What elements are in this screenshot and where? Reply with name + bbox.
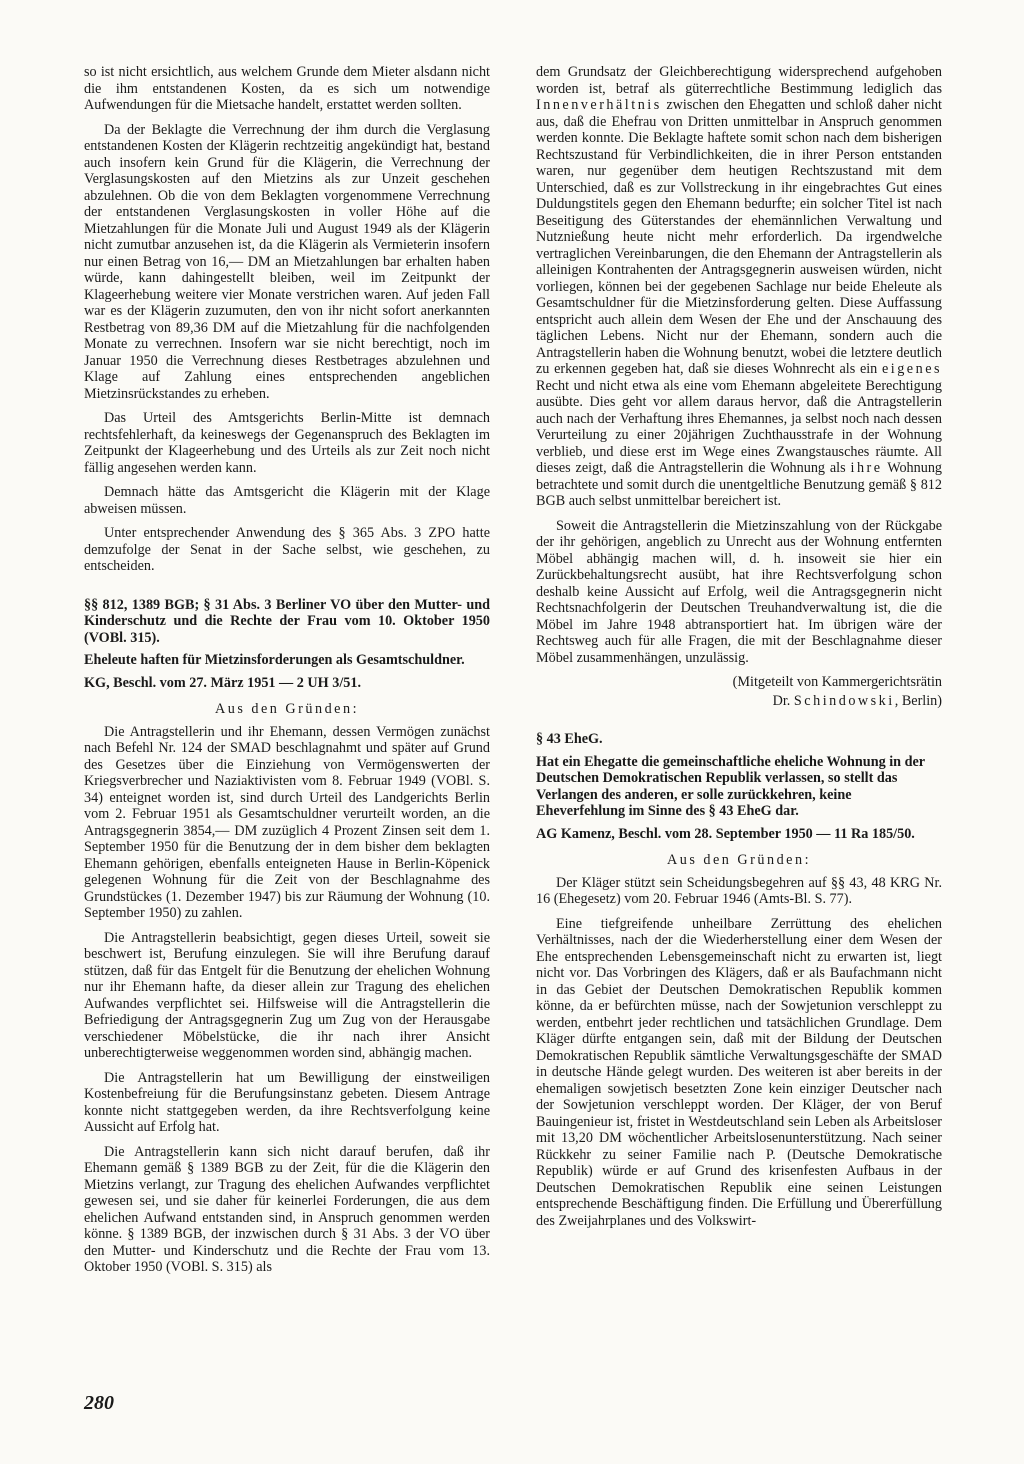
text-run: Wohnung betrachtete und somit durch die unentgeltliche Benutzung gemäß § 812 BGB auch selbst unmittelbar bereichert ist. [536, 460, 943, 509]
paragraph: so ist nicht ersichtlich, aus welchem Grunde dem Mieter alsdann nicht die ihm entstandenen Kosten, da es sich um notwendige Aufwendungen für die Mietsache handelt, erstattet werden sollten. [84, 64, 490, 113]
paragraph: Das Urteil des Amtsgerichts Berlin-Mitte ist demnach rechtsfehlerhaft, da keineswegs der Gegenanspruch des Beklagten im Zeitpunkt der Klageerhebung und des Urteils als zur Zeit noch nicht fällig angesehen werden kann. [84, 410, 490, 476]
grounds-heading: Aus den Gründen: [666, 852, 812, 868]
paragraph: Die Antragstellerin beabsichtigt, gegen dieses Urteil, soweit sie beschwert ist, Berufung einzulegen. Sie will ihre Berufung darauf stützen, daß für das Entgelt für die Benutzung der ehelichen Wohnung nur ihr Ehemann hafte, da dieser allein zur Tragung des ehelichen Aufwandes verpflichtet sei. Hilfsweise will die Antragstellerin die Befriedigung der Antragsgegnerin Zug um Zug von der Herausgabe verschiedener Möbelstücke, die ihr nach ihrer Ansicht unberechtigterweise weggenommen worden sind, abhängig machen. [84, 929, 490, 1061]
right-column [536, 64, 942, 1237]
page-number: 280 [84, 1392, 114, 1414]
paragraph: Die Antragstellerin und ihr Ehemann, dessen Vermögen zunächst nach Befehl Nr. 124 der SMAD beschlagnahmt und später auf Grund des Gesetzes über die Einziehung von Vermögenswerten der Kriegsverbrecher und Naziaktivisten vom 8. Februar 1949 (VOBl. S. 34) enteignet worden ist, sind durch Urteil des Landgerichts Berlin vom 2. Februar 1951 als Gesamtschuldner verurteilt worden, an die Antragsgegnerin 3854,— DM zuzüglich 4 Prozent Zinsen seit dem 1. September 1950 für die Benutzung der in dem bisher dem beklagten Ehemann gehörigen, ebenfalls enteigneten Hause in Berlin-Köpenick gelegenen Wohnung für die Zeit von der Beschlagnahme des Grundstückes (1. Dezember 1947) bis zur Räumung der Wohnung (10. September 1950) zu zahlen. [84, 723, 490, 921]
court-reference: KG, Beschl. vom 27. März 1951 — 2 UH 3/51. [84, 674, 362, 691]
paragraph [536, 64, 942, 510]
paragraph: Unter entsprechender Anwendung des § 365 Abs. 3 ZPO hatte demzufolge der Senat in der Sache selbst, wie geschehen, zu entscheiden. [84, 525, 490, 574]
text-run: zwischen den Ehegatten und schloß daher nicht aus, daß die Ehefrau von Dritten unmittelbar in Anspruch genommen werden konnte. Die Beklagte haftete somit schon nach dem bisherigen Rechtszustand für Verbindlichkeiten, die in ihrer Person entstanden waren, nur gegenüber dem heutigen Rechtszustand mit dem Unterschied, daß es zur Vollstreckung in ihr eingebrachtes Gut eines Duldungstitels gegen den Ehemann bedurfte; ein solcher Titel ist nach Beseitigung des Güterstandes der ehemännlichen Verwaltung und Nutznießung heute nicht mehr erforderlich. Da irgendwelche vertraglichen Vereinbarungen, die den Ehemann der Antragstellerin als alleinigen Kontrahenten der Antragsgegnerin ausweisen würden, nicht vorliegen, können bei der gegebenen Sachlage nur beide Eheleute als Gesamtschuldner für die Mietzinsforderung gelten. Diese Auffassung entspricht auch allein dem Wesen der Ehe und der Anschauung des täglichen Lebens. Nicht nur der Ehemann, sondern auch die Antragstellerin haben die Wohnung benutzt, wobei die letztere deutlich zu erkennen gegeben hat, daß sie dieses Wohnrecht als ein [536, 97, 942, 377]
section-subheading: Eheleute haften für Mietzinsforderungen als Gesamtschuldner. [84, 652, 465, 668]
paragraph: Da der Beklagte die Verrechnung der ihm durch die Verglasung entstandenen Kosten der Klägerin rechtzeitig angekündigt hat, bestand auch insofern kein Grund für die Klägerin, die Verrechnung der Verglasungskosten auf den Mietzins als zur Unzeit geschehen abzulehnen. Ob die von dem Beklagten vorgenommene Verrechnung der entstandenen Verglasungskosten in voller Höhe auf die Mietzahlungen für die Monate Juli und August 1949 als der Klägerin nicht zumutbar anzusehen ist, da die Klägerin als Vermieterin insofern nur einen Betrag von 16,— DM an Mietzahlungen bar erhalten haben würde, kann dahingestellt bleiben, weil im Zeitpunkt der Klageerhebung weitere vier Monate verstrichen waren. Auf jeden Fall war es der Klägerin zuzumuten, den von ihr nicht sofort anerkannten Restbetrag von 89,36 DM auf die Mietzahlung für die nachfolgenden Monate zu verrechnen. Insofern war sie nicht berechtigt, noch im Januar 1950 die Verrechnung dieses Restbetrages abzulehnen und Klage auf Zahlung eines entsprechenden angeblichen Mietzinsrückstandes zu erheben. [84, 121, 490, 402]
text-run: Recht und nicht etwa als eine vom Ehemann abgeleitete Berechtigung ausübte. Dies geht vor allem daraus hervor, daß die Antragstellerin auch nach der Verhaftung ihres Ehemannes, ja selbst noch nach dessen Verurteilung zu einer 20jährigen Zuchthausstrafe in der Wohnung verblieb, und diese erst im Wege eines Zwangstausches räumte. All dieses zeigt, daß die Antragstellerin die Wohnung als [536, 377, 942, 476]
section-heading: §§ 812, 1389 BGB; § 31 Abs. 3 Berliner VO über den Mutter- und Kinderschutz und die Rechte der Frau vom 10. Oktober 1950 (VOBl. 315). [84, 596, 490, 646]
text-run: Dr. [772, 692, 791, 709]
section-subheading: Hat ein Ehegatte die gemeinschaftliche eheliche Wohnung in der Deutschen Demokratischen Republik verlassen, so stellt das Verlangen des anderen, er solle zurückkehren, keine Eheverfehlung im Sinne des § 43 EheG dar. [536, 753, 925, 819]
paragraph: Soweit die Antragstellerin die Mietzinszahlung von der Rückgabe der ihr gehörigen, angeblich zu Unrecht aus der Wohnung entfernten Möbel abhängig machen will, d. h. insoweit sie hier ein Zurückbehaltungsrecht ausübt, hat ihre Rechtsverfolgung schon deshalb keine Aussicht auf Erfolg, weil die Antragsgegnerin nicht Rechtsnachfolgerin der Deutschen Treuhandverwaltung ist, die die Möbel im Jahre 1948 abtransportiert hat. Im übrigen wäre der Rechtsweg auch für alle Fragen, die mit der Beschlagnahme dieser Möbel zusammenhängen, unzulässig. [536, 517, 942, 666]
left-column [84, 64, 490, 1284]
paragraph: Die Antragstellerin hat um Bewilligung der einstweiligen Kostenbefreiung für die Berufungsinstanz gebeten. Diesem Antrage konnte nicht stattgegeben werden, da ihre Rechtsverfolgung keine Aussicht auf Erfolg hat. [84, 1069, 490, 1135]
paragraph: Der Kläger stützt sein Scheidungsbegehren auf §§ 43, 48 KRG Nr. 16 (Ehegesetz) vom 20. Februar 1946 (Amts-Bl. S. 77). [536, 874, 942, 907]
paragraph: Die Antragstellerin kann sich nicht darauf berufen, daß ihr Ehemann gemäß § 1389 BGB zu der Zeit, für die die Klägerin den Mietzins verlangt, zur Tragung des ehelichen Aufwandes verpflichtet gewesen sei, und sie daher für keinerlei Forderungen, die aus dem ehelichen Aufwand entstanden sind, in Anspruch genommen werden könne. § 1389 BGB, der inzwischen durch § 31 Abs. 3 der VO über den Mutter- und Kinderschutz und die Rechte der Frau vom 13. Oktober 1950 (VOBl. S. 315) als [84, 1143, 490, 1275]
paragraph: Eine tiefgreifende unheilbare Zerrüttung des ehelichen Verhältnisses, nach der die Wiederherstellung einer dem Wesen der Ehe entsprechenden Lebensgemeinschaft nicht zu erwarten ist, liegt nicht vor. Das Vorbringen des Klägers, daß er als Baufachmann nicht in das Gebiet der Deutschen Demokratischen Republik kommen könne, da er befürchten müsse, nach der Sowjetunion verschleppt zu werden, entbehrt jeder rechtlichen und tatsächlichen Grundlage. Dem Kläger dürfte entgangen sein, daß mit der Bildung der Deutschen Demokratischen Republik sämtliche Verwaltungsgeschäfte der SMAD in deutsche Hände gelegt wurden. Des weiteren ist aber bereits in der ehemaligen sowjetisch besetzten Zone kein einziger Deutscher nach der Sowjetunion verschleppt worden. Der Kläger, der von Beruf Bauingenieur ist, fristet in Westdeutschland sein Leben als Arbeitsloser mit 13,20 DM wöchentlicher Arbeitslosenunterstützung. Nach seiner Rückkehr zu seiner Familie nach P. (Deutsche Demokratische Republik) würde er auf Grund des krisenfesten Aufbaus in der Deutschen Demokratischen Republik eine seinen Leistungen entsprechende Beschäftigung finden. Die Erfüllung und Übererfüllung des Zweijahrplanes und des Volkswirt- [536, 915, 942, 1229]
spaced-text: Innenverhältnis [536, 97, 662, 113]
section-heading: § 43 EheG. [536, 731, 603, 747]
grounds-heading: Aus den Gründen: [214, 701, 360, 717]
court-reference: AG Kamenz, Beschl. vom 28. September 1950 — 11 Ra 185/50. [536, 825, 915, 842]
attribution-name [536, 693, 942, 710]
spaced-text: ihre [850, 460, 883, 476]
paragraph: Demnach hätte das Amtsgericht die Klägerin mit der Klage abweisen müssen. [84, 484, 490, 517]
spaced-text: eigenes [881, 361, 943, 377]
spaced-text: Schindowski [793, 692, 895, 709]
text-run: , Berlin) [894, 692, 942, 709]
text-run: dem Grundsatz der Gleichberechtigung widersprechend aufgehoben worden ist, betraf als güterrechtliche Bestimmung lediglich das [536, 64, 942, 97]
attribution-line: (Mitgeteilt von Kammergerichtsrätin [732, 674, 942, 690]
